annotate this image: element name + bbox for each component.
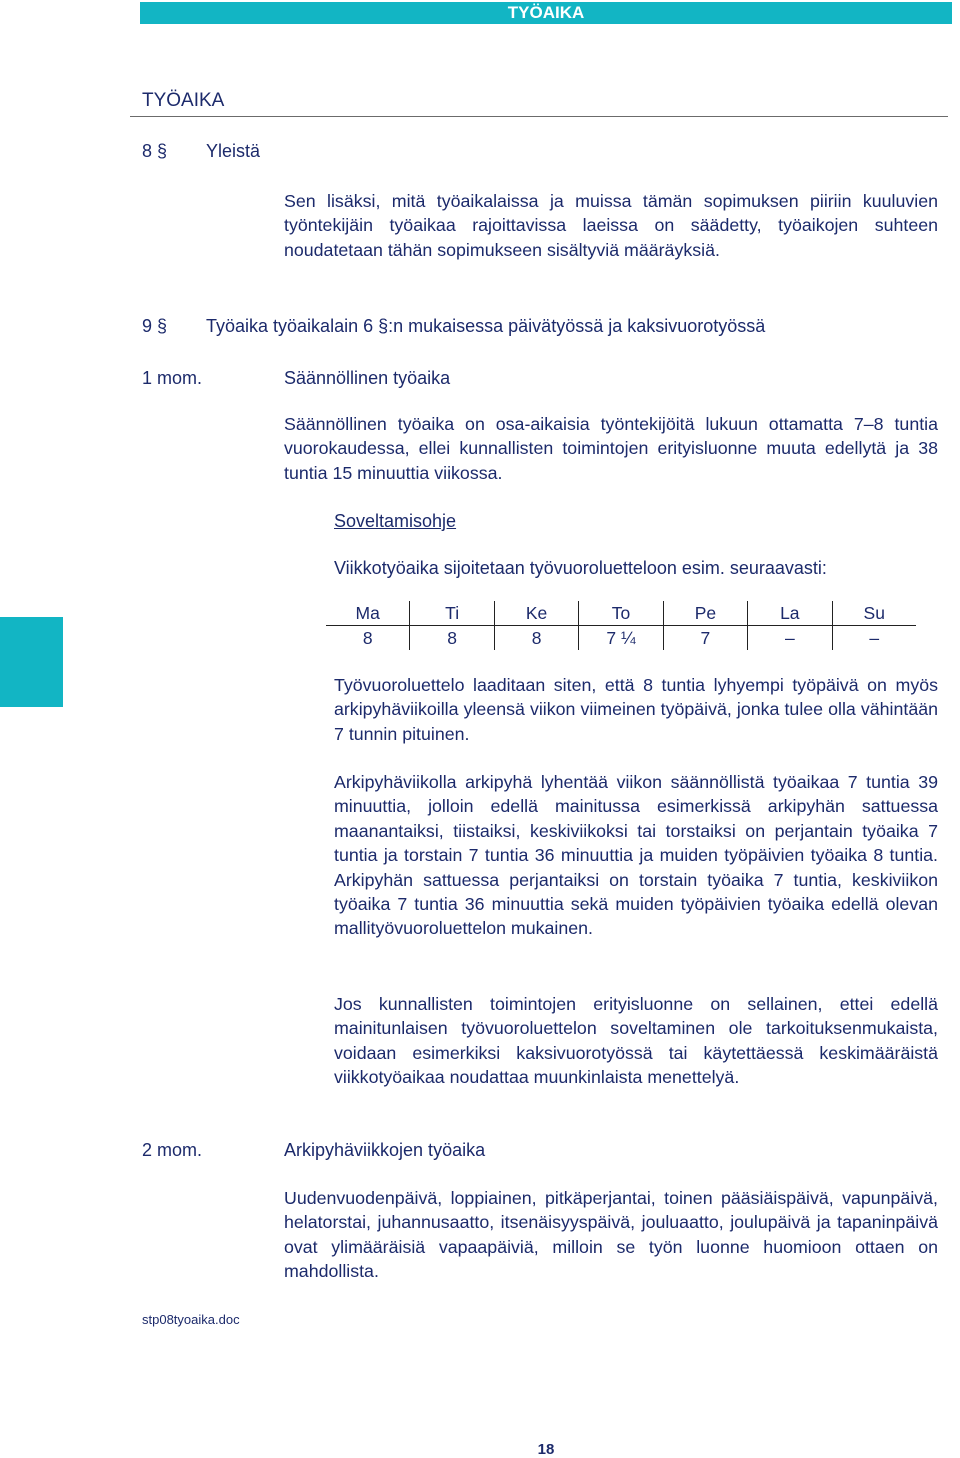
day-cell: Pe bbox=[663, 601, 747, 625]
mom-1-label: 1 mom. bbox=[142, 368, 203, 388]
day-cell: Ma bbox=[355, 603, 380, 623]
header-divider bbox=[130, 116, 948, 117]
week-schedule-table bbox=[326, 601, 916, 650]
section-8-title: Yleistä bbox=[206, 141, 261, 161]
hours-cell: 8 bbox=[494, 626, 578, 650]
page-title: TYÖAIKA bbox=[142, 90, 225, 111]
top-banner: TYÖAIKA bbox=[140, 2, 952, 24]
guidance-intro: Viikkotyöaika sijoitetaan työvuoroluetteloon esim. seuraavasti: bbox=[334, 558, 827, 578]
mom-1-title: Säännöllinen työaika bbox=[284, 368, 451, 388]
mom-2-title: Arkipyhäviikkojen työaika bbox=[284, 1140, 486, 1160]
page-number: 18 bbox=[537, 1441, 555, 1458]
week-days-row bbox=[326, 601, 916, 625]
guidance-title: Soveltamisohje bbox=[334, 511, 457, 531]
mom-1-paragraph-4: Jos kunnallisten toimintojen erityisluonne on sellainen, ettei edellä mainitunlaisen työvuoroluettelon soveltaminen ole tarkoituksenmukaista, voidaan esimerkiksi kaksivuorotyössä tai käytettäessä keskimääräistä viikkotyöaikaa noudattaa muunkinlaista menettelyä. bbox=[334, 994, 938, 1088]
day-cell: To bbox=[578, 601, 662, 625]
section-9-title: Työaika työaikalain 6 §:n mukaisessa päivätyössä ja kaksivuorotyössä bbox=[206, 316, 766, 336]
mom-1-paragraph-3: Arkipyhäviikolla arkipyhä lyhentää viikon säännöllistä työaikaa 7 tuntia 39 minuuttia, jolloin edellä mainitussa esimerkissä arkipyhän sattuessa maanantaiksi, tiistaiksi, keskiviikoksi tai torstaiksi on perjantain työaika 7 tuntia ja torstain 7 tuntia 36 minuuttia ja muiden työpäivien työaika 8 tuntia. Arkipyhän sattuessa perjantaiksi on torstain työaika 7 tuntia, keskiviikon työaika 7 tuntia 36 minuuttia sekä muiden työpäivien työaika edellä olevan mallityövuoroluettelon mukainen. bbox=[334, 772, 938, 939]
hours-cell: – bbox=[747, 626, 831, 650]
section-9-number: 9 § bbox=[142, 316, 168, 336]
mom-1-text: Säännöllinen työaika on osa-aikaisia työntekijöitä lukuun ottamatta 7–8 tuntia vuorokaudessa, ellei kunnallisten toimintojen erityisluonne muuta edellytä ja 38 tuntia 15 minuuttia viikossa. bbox=[284, 414, 938, 483]
hours-cell: 7 ¼ bbox=[578, 626, 662, 650]
week-hours-row bbox=[326, 626, 916, 650]
hours-cell: 7 bbox=[663, 626, 747, 650]
hours-cell: – bbox=[832, 626, 916, 650]
footer-filename: stp08tyoaika.doc bbox=[142, 1312, 240, 1327]
day-cell: La bbox=[747, 601, 831, 625]
hours-cell: 8 bbox=[362, 628, 373, 649]
day-cell: Ti bbox=[409, 601, 493, 625]
section-8-number: 8 § bbox=[142, 141, 168, 161]
day-cell: Ke bbox=[494, 601, 578, 625]
mom-2-label: 2 mom. bbox=[142, 1140, 203, 1160]
mom-1-paragraph-2: Työvuoroluettelo laaditaan siten, että 8 tuntia lyhyempi työpäivä on myös arkipyhäviikoilla yleensä viikon viimeinen työpäivä, jonka tulee olla vähintään 7 tunnin pituinen. bbox=[334, 675, 938, 744]
day-cell: Su bbox=[832, 601, 916, 625]
section-8-text: Sen lisäksi, mitä työaikalaissa ja muissa tämän sopimuksen piiriin kuuluvien työntekijäin työaikaa rajoittavissa laeissa on säädetty, työaikojen suhteen noudatetaan tähän sopimukseen sisältyviä määräyksiä. bbox=[284, 191, 938, 260]
side-tab-marker bbox=[0, 617, 63, 707]
mom-2-text: Uudenvuodenpäivä, loppiainen, pitkäperjantai, toinen pääsiäispäivä, vapunpäivä, helatorstai, juhannusaatto, itsenäisyyspäivä, jouluaatto, joulupäivä ja tapaninpäivä ovat ylimääräisiä vapaapäiviä, milloin se työn luonne huomioon ottaen on mahdollista. bbox=[284, 1188, 938, 1282]
hours-cell: 8 bbox=[409, 626, 493, 650]
